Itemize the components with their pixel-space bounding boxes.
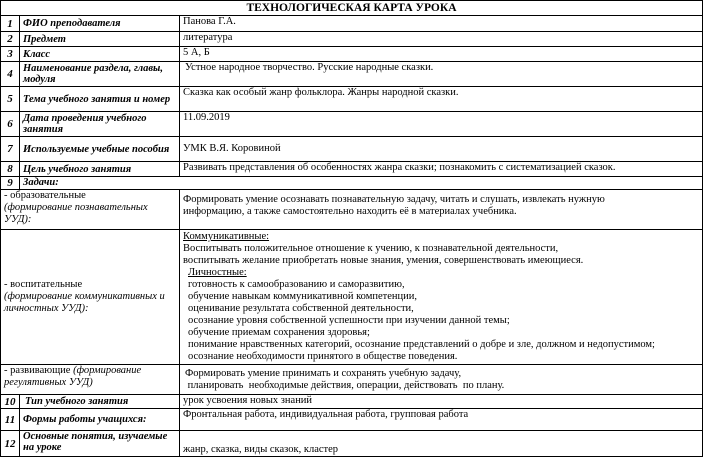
row-label: ФИО преподавателя <box>20 16 180 32</box>
task-line: осознание необходимости принятого в обществе поведения. <box>188 351 458 362</box>
row-label: Формы работы учащихся: <box>20 409 180 431</box>
row-number: 9 <box>1 177 20 190</box>
task-line: понимание нравственных категорий, осознание представлений о добре и зле, должном и недопустимом; <box>188 339 655 350</box>
task-name: - образовательные <box>4 190 86 201</box>
row-number: 3 <box>1 47 20 62</box>
task-line: планировать необходимые действия, операции, действовать по плану. <box>185 380 505 391</box>
task-description <box>180 230 703 365</box>
task-note: (формирование регулятивных УУД) <box>4 365 142 388</box>
communicative-heading: Коммуникативные: <box>183 231 270 242</box>
row-label: Наименование раздела, главы, модуля <box>20 62 180 87</box>
row-value: урок усвоения новых знаний <box>180 395 703 409</box>
task-line: воспитывать желание приобретать новые знания, умения, совершенствовать имеющиеся. <box>183 255 584 266</box>
row-number: 5 <box>1 87 20 112</box>
task-line: осознание уровня собственной успешности при изучении данной темы; <box>188 315 510 326</box>
row-value: 5 А, Б <box>180 47 703 62</box>
table-row <box>1 409 703 431</box>
task-name: - воспитательные <box>4 279 83 290</box>
table-row <box>1 16 703 32</box>
row-label: Дата проведения учебного занятия <box>20 112 180 137</box>
task-description <box>180 190 703 230</box>
row-value: Устное народное творчество. Русские народные сказки. <box>180 62 703 87</box>
tasks-label: Задачи: <box>20 177 703 190</box>
row-label: Тип учебного занятия <box>20 395 180 409</box>
table-row <box>1 112 703 137</box>
row-value: Фронтальная работа, индивидуальная работа, групповая работа <box>180 409 703 431</box>
task-line: Формировать умение осознавать познавательную задачу, читать и слушать, извлекать нужную <box>183 194 605 205</box>
row-number: 1 <box>1 16 20 32</box>
row-number: 7 <box>1 137 20 162</box>
task-row-developing <box>1 365 703 395</box>
row-label: Класс <box>20 47 180 62</box>
row-label: Тема учебного занятия и номер <box>20 87 180 112</box>
row-number: 11 <box>1 409 20 431</box>
task-line: готовность к самообразованию и саморазвитию, <box>188 279 405 290</box>
task-line: обучение навыкам коммуникативной компетенции, <box>188 291 417 302</box>
row-label: Предмет <box>20 32 180 47</box>
table-row <box>1 137 703 162</box>
row-number: 10 <box>1 395 20 409</box>
task-description <box>180 365 703 395</box>
table-row <box>1 47 703 62</box>
row-label: Основные понятия, изучаемые на уроке <box>20 431 180 457</box>
row-value: Развивать представления об особенностях жанра сказки; познакомить с систематизацией сказок. <box>180 162 703 177</box>
table-row <box>1 431 703 457</box>
row-value: Сказка как особый жанр фольклора. Жанры народной сказки. <box>180 87 703 112</box>
task-line: информацию, а также самостоятельно находить её в материалах учебника. <box>183 206 517 217</box>
table-row <box>1 395 703 409</box>
row-label: Цель учебного занятия <box>20 162 180 177</box>
task-category <box>1 190 180 230</box>
table-row <box>1 62 703 87</box>
task-name: - развивающие <box>4 365 71 376</box>
tasks-header-row <box>1 177 703 190</box>
row-number: 6 <box>1 112 20 137</box>
task-category <box>1 365 180 395</box>
task-row-upbringing <box>1 230 703 365</box>
row-number: 8 <box>1 162 20 177</box>
table-row <box>1 32 703 47</box>
task-note: (формирование коммуникативных и личностных УУД): <box>4 291 165 314</box>
row-number: 2 <box>1 32 20 47</box>
row-number: 4 <box>1 62 20 87</box>
row-value: литература <box>180 32 703 47</box>
table-row <box>1 162 703 177</box>
row-value: УМК В.Я. Коровиной <box>180 137 703 162</box>
row-number: 12 <box>1 431 20 457</box>
task-note: (формирование познавательных УУД): <box>4 202 148 225</box>
task-line: Воспитывать положительное отношение к учению, к познавательной деятельности, <box>183 243 559 254</box>
row-value: 11.09.2019 <box>180 112 703 137</box>
task-line: Формировать умение принимать и сохранять учебную задачу, <box>185 368 462 379</box>
task-line: обучение приемам сохранения здоровья; <box>188 327 370 338</box>
document-title: ТЕХНОЛОГИЧЕСКАЯ КАРТА УРОКА <box>1 1 703 16</box>
row-value: жанр, сказка, виды сказок, кластер <box>180 431 703 457</box>
task-line: оценивание результата собственной деятельности, <box>188 303 414 314</box>
table-row <box>1 87 703 112</box>
personal-heading: Личностные: <box>188 267 247 278</box>
row-label: Используемые учебные пособия <box>20 137 180 162</box>
row-value: Панова Г.А. <box>180 16 703 32</box>
task-row-educational <box>1 190 703 230</box>
task-category <box>1 230 180 365</box>
